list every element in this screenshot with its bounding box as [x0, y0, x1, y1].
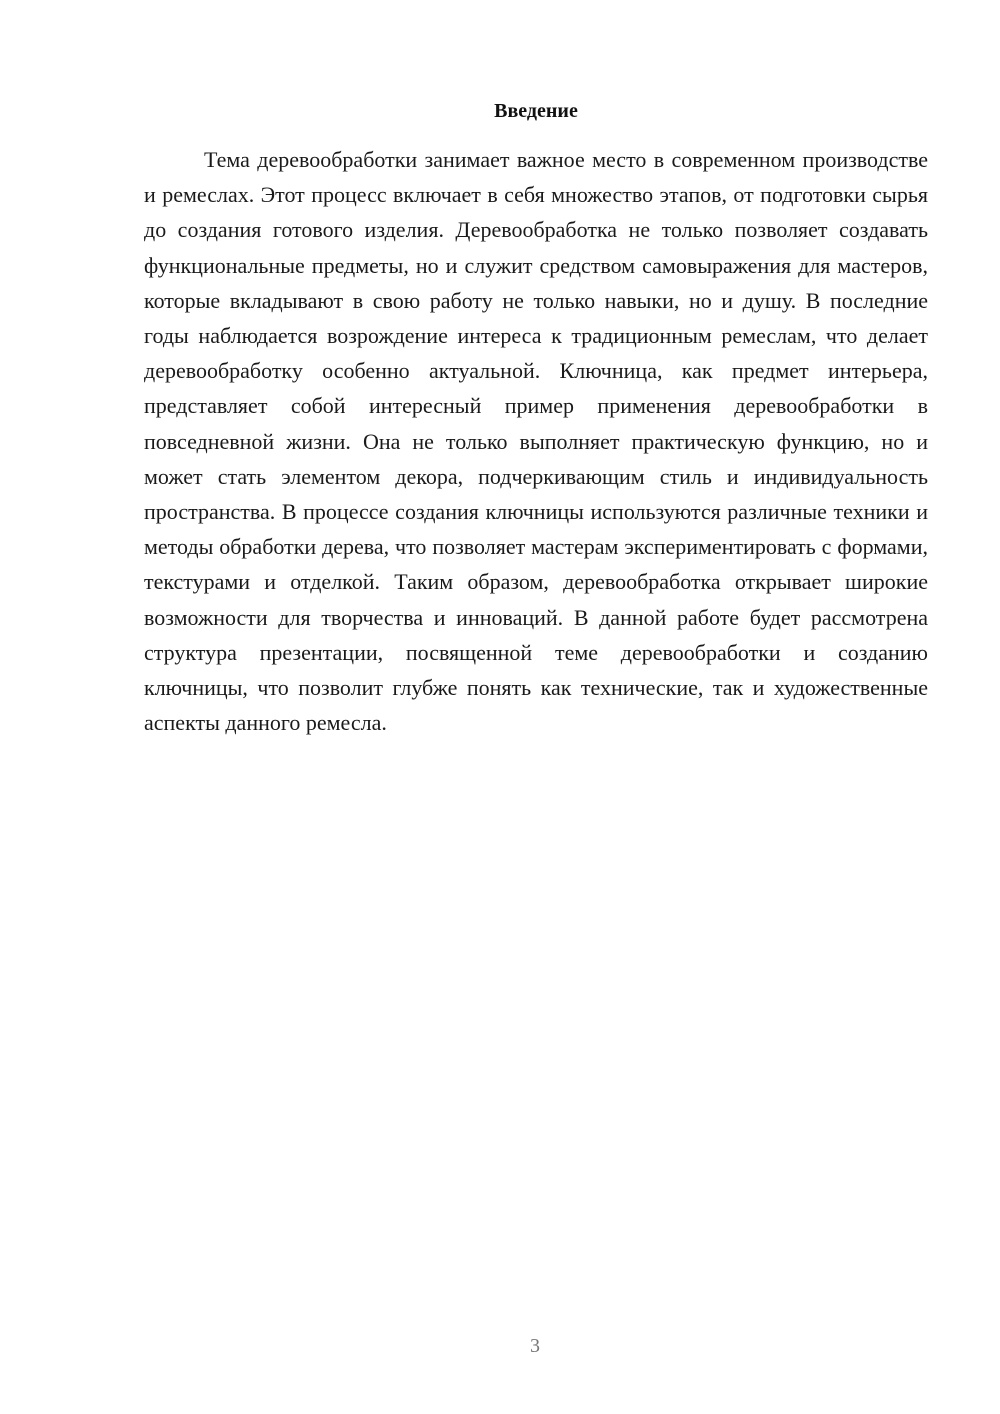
page-number: 3 — [530, 1335, 540, 1357]
body-paragraph: Тема деревообработки занимает важное место в современном производстве и ремеслах. Этот процесс включает в себя множество этапов, от подготовки сырья до создания готового изделия. Деревообработка не только позволяет создавать функциональные предметы, но и служит средством самовыражения для мастеров, которые вкладывают в свою работу не только навыки, но и душу. В последние годы наблюдается возрождение интереса к традиционным ремеслам, что делает деревообработку особенно актуальной. Ключница, как предмет интерьера, представляет собой интересный пример применения деревообработки в повседневной жизни. Она не только выполняет практическую функцию, но и может стать элементом декора, подчеркивающим стиль и индивидуальность пространства. В процессе создания ключницы используются различные техники и методы обработки дерева, что позволяет мастерам экспериментировать с формами, текстурами и отделкой. Таким образом, деревообработка открывает широкие возможности для творчества и инноваций. В данной работе будет рассмотрена структура презентации, посвященной теме деревообработки и созданию ключницы, что позволит глубже понять как технические, так и художественные аспекты данного ремесла. — [144, 147, 928, 736]
section-heading: Введение — [494, 100, 578, 122]
